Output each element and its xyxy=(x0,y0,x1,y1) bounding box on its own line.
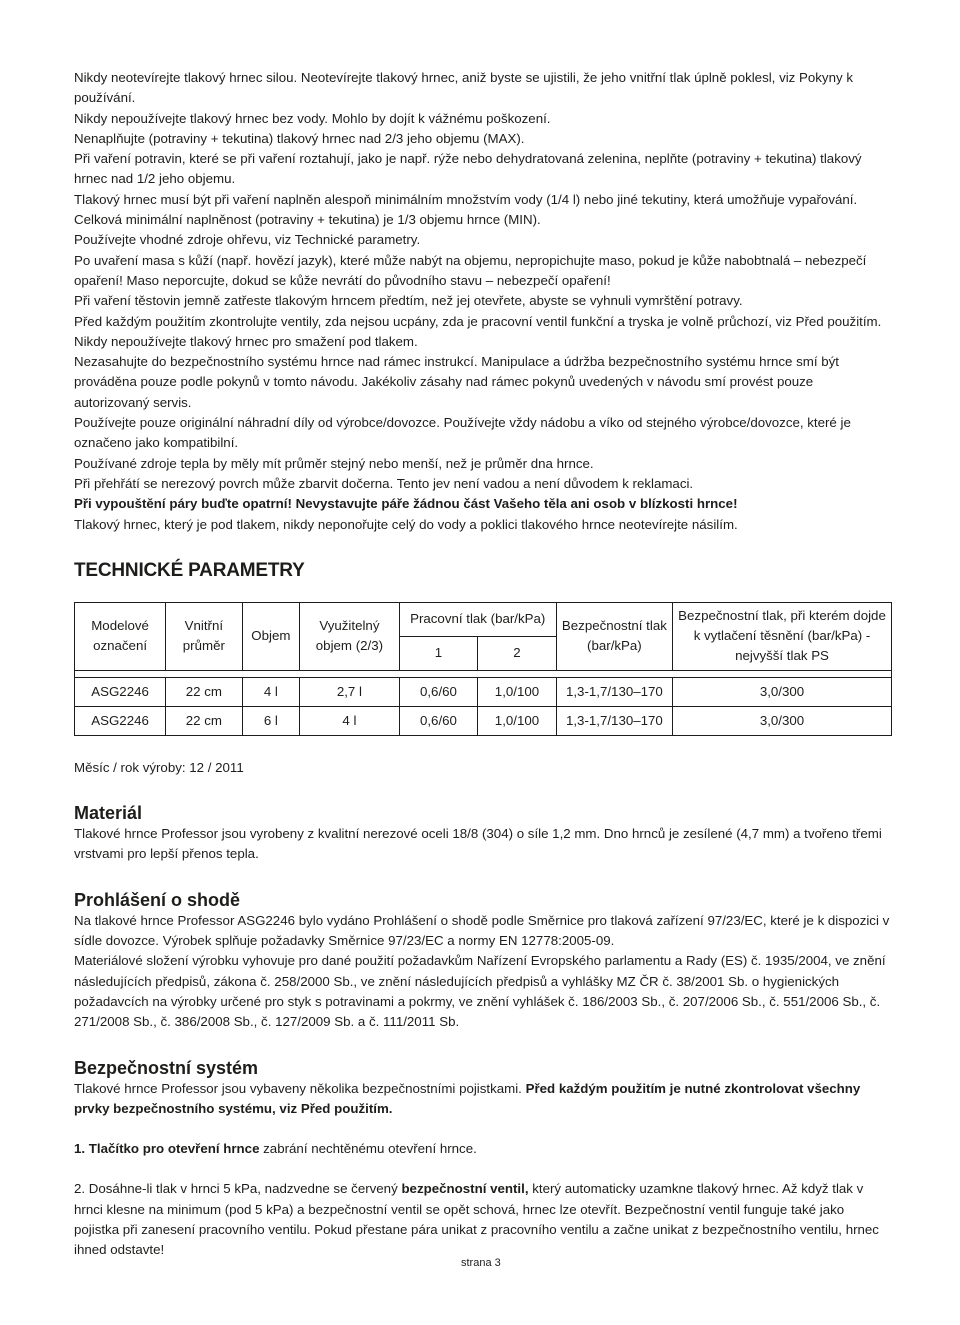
conformity-text: Na tlakové hrnce Professor ASG2246 bylo vydáno Prohlášení o shodě podle Směrnice pro tlaková zařízení 97/23/EC, které je k dispozici v sídle dovozce. Výrobek splňuje požadavky Směrnice 97/23/EC a normy EN 12778:2005-09. xyxy=(74,912,890,949)
table-cell: 0,6/60 xyxy=(399,706,478,735)
intro-emphasis: Před každým použitím je nutné zkontrolovat všechny prvky bezpečnostního systému, viz Před použitím. xyxy=(74,1080,861,1116)
table-spacer xyxy=(75,670,892,677)
safety-system-section xyxy=(74,1057,890,1261)
instruction-paragraph: Nikdy neotevírejte tlakový hrnec silou. Neotevírejte tlakový hrnec, aniž byste se ujistili, že jeho vnitřní tlak úplně poklesl, viz Pokyny k používání. xyxy=(74,70,853,106)
safety-instructions xyxy=(74,68,890,535)
conformity-text: Materiálové složení výrobku vyhovuje pro dané použití požadavkům Nařízení Evropského parlamentu a Rady (ES) č. 1935/2004, ve znění následujících předpisů, zákona č. 258/2000 Sb., ve znění následujících předpisů a vyhlášky MZ ČR č. 38/2001 Sb. o hygienických požadavcích na výrobky určené pro styk s potravinami a pokrmy, ve znění vyhlášek č. 186/2003 Sb., č. 207/2006 Sb., č. 551/2006 Sb., č. 271/2008 Sb., č. 386/2008 Sb., č. 127/2009 Sb. a č. 111/2011 Sb. xyxy=(74,953,886,1030)
item-emphasis: bezpečnostní ventil, xyxy=(401,1181,529,1197)
instruction-paragraph: Tlakový hrnec, který je pod tlakem, nikdy neponořujte celý do vody a poklici tlakového hrnce neotevírejte násilím. xyxy=(74,516,738,532)
table-cell: 1,3-1,7/130–170 xyxy=(556,706,672,735)
steam-warning: Při vypouštění páry buďte opatrní! Nevystavujte páře žádnou část Vašeho těla ani osob v blízkosti hrnce! xyxy=(74,496,738,512)
column-header: 2 xyxy=(478,636,557,670)
instruction-paragraph: Nezasahujte do bezpečnostního systému hrnce nad rámec instrukcí. Manipulace a údržba bezpečnostního systému hrnce smí být prováděna pouze podle pokynů v tomto návodu. Jakékoliv zásahy nad rámec pokynů uvedených v návodu smí provést pouze autorizovaný servis. xyxy=(74,354,839,410)
item-text: který automaticky uzamkne tlakový hrnec. Až když tlak v hrnci klesne na minimum (pod 5 kPa) a bezpečnostní ventil se opět schová, hrnec lze otevřít. Bezpečnostní ventil funguje také jako pojistka při zanesení pracovního ventilu. Pokud přestane pára unikat z pracovního ventilu a začne unikat z bezpečnostního ventilu, hrnec ihned odstavte! xyxy=(74,1181,879,1258)
column-header: Vnitřní průměr xyxy=(166,602,242,670)
instruction-paragraph: Při přehřátí se nerezový povrch může zbarvit dočerna. Tento jev není vadou a není důvodem k reklamaci. xyxy=(74,475,694,491)
material-text: Tlakové hrnce Professor jsou vyrobeny z kvalitní nerezové oceli 18/8 (304) o síle 1,2 mm. Dno hrnců je zesílené (4,7 mm) a tvořeno třemi vrstvami pro lepší přenos tepla. xyxy=(74,826,882,862)
instruction-paragraph: Používejte pouze originální náhradní díly od výrobce/dovozce. Používejte vždy nádobu a víko od stejného výrobce/dovozce, které je označeno jako kompatibilní. xyxy=(74,415,851,451)
safety-system-heading: Bezpečnostní systém xyxy=(74,1057,259,1078)
safety-system-intro xyxy=(74,1079,890,1120)
column-header: Bezpečnostní tlak (bar/kPa) xyxy=(556,602,672,670)
table-row xyxy=(75,706,892,735)
page-number: strana 3 xyxy=(461,1257,501,1269)
instruction-paragraph: Nikdy nepoužívejte tlakový hrnec pro smažení pod tlakem. xyxy=(74,333,418,349)
safety-item-2 xyxy=(74,1179,890,1260)
material-section xyxy=(74,802,890,865)
table-cell: 3,0/300 xyxy=(673,677,892,706)
instruction-paragraph: Po uvaření masa s kůží (např. hovězí jazyk), které může nabýt na objemu, nepropichujte maso, pokud je kůže nabobtnalá – nebezpečí opaření! Maso neporcujte, dokud se kůže nevrátí do původního stavu – nebezpečí opaření! xyxy=(74,252,867,288)
instruction-paragraph: Před každým použitím zkontrolujte ventily, zda nejsou ucpány, zda je pracovní ventil funkční a tryska je volně průchozí, viz Před použitím. xyxy=(74,313,882,329)
column-header: Modelové označení xyxy=(75,602,166,670)
instruction-paragraph: Tlakový hrnec musí být při vaření naplněn alespoň minimálním množstvím vody (1/4 l) nebo jiné tekutiny, která umožňuje vypařování. xyxy=(74,191,858,207)
technical-parameters-heading: TECHNICKÉ PARAMETRY xyxy=(74,559,305,581)
column-header: Objem xyxy=(242,602,300,670)
instruction-paragraph: Používané zdroje tepla by měly mít průměr stejný nebo menší, než je průměr dna hrnce. xyxy=(74,455,594,471)
table-cell: 0,6/60 xyxy=(399,677,478,706)
instruction-paragraph: Používejte vhodné zdroje ohřevu, viz Technické parametry. xyxy=(74,232,421,248)
item-title: 1. Tlačítko pro otevření hrnce xyxy=(74,1141,260,1157)
table-cell: 22 cm xyxy=(166,706,242,735)
manufacture-date: Měsíc / rok výroby: 12 / 2011 xyxy=(74,759,244,775)
instruction-paragraph: Při vaření potravin, které se při vaření roztahují, jako je např. rýže nebo dehydratovaná zelenina, neplňte (potraviny + tekutina) tlakový hrnec nad 1/2 jeho objemu. xyxy=(74,151,862,187)
table-cell: 2,7 l xyxy=(300,677,400,706)
column-header: 1 xyxy=(399,636,478,670)
table-row xyxy=(75,677,892,706)
table-cell: 6 l xyxy=(242,706,300,735)
table-cell: 1,0/100 xyxy=(478,677,557,706)
table-cell: 3,0/300 xyxy=(673,706,892,735)
column-header: Pracovní tlak (bar/kPa) xyxy=(399,602,556,636)
conformity-section xyxy=(74,889,890,1033)
item-text: 2. Dosáhne-li tlak v hrnci 5 kPa, nadzvedne se červený xyxy=(74,1181,402,1197)
table-cell: ASG2246 xyxy=(75,706,166,735)
table-cell: 1,3-1,7/130–170 xyxy=(556,677,672,706)
page-content xyxy=(74,68,890,1261)
table-cell: 4 l xyxy=(242,677,300,706)
column-header: Využitelný objem (2/3) xyxy=(300,602,400,670)
table-cell: 22 cm xyxy=(166,677,242,706)
instruction-paragraph: Při vaření těstovin jemně zatřeste tlakovým hrncem předtím, než jej otevřete, abyste se vyhnuli vymrštění potravy. xyxy=(74,293,743,309)
intro-text: Tlakové hrnce Professor jsou vybaveny několika bezpečnostními pojistkami. xyxy=(74,1080,526,1096)
instruction-paragraph: Celková minimální naplněnost (potraviny + tekutina) je 1/3 objemu hrnce (MIN). xyxy=(74,212,541,228)
instruction-paragraph: Nikdy nepoužívejte tlakový hrnec bez vody. Mohlo by dojít k vážnému poškození. xyxy=(74,110,551,126)
table-cell: ASG2246 xyxy=(75,677,166,706)
item-text: zabrání nechtěnému otevření hrnce. xyxy=(259,1141,477,1157)
table-cell: 4 l xyxy=(300,706,400,735)
column-header: Bezpečnostní tlak, při kterém dojde k vytlačení těsnění (bar/kPa) - nejvyšší tlak PS xyxy=(673,602,892,670)
table-cell: 1,0/100 xyxy=(478,706,557,735)
technical-parameters-table xyxy=(74,602,892,736)
instruction-paragraph: Nenaplňujte (potraviny + tekutina) tlakový hrnec nad 2/3 jeho objemu (MAX). xyxy=(74,130,525,146)
material-heading: Materiál xyxy=(74,803,143,824)
conformity-heading: Prohlášení o shodě xyxy=(74,889,241,910)
safety-item-1 xyxy=(74,1139,890,1159)
